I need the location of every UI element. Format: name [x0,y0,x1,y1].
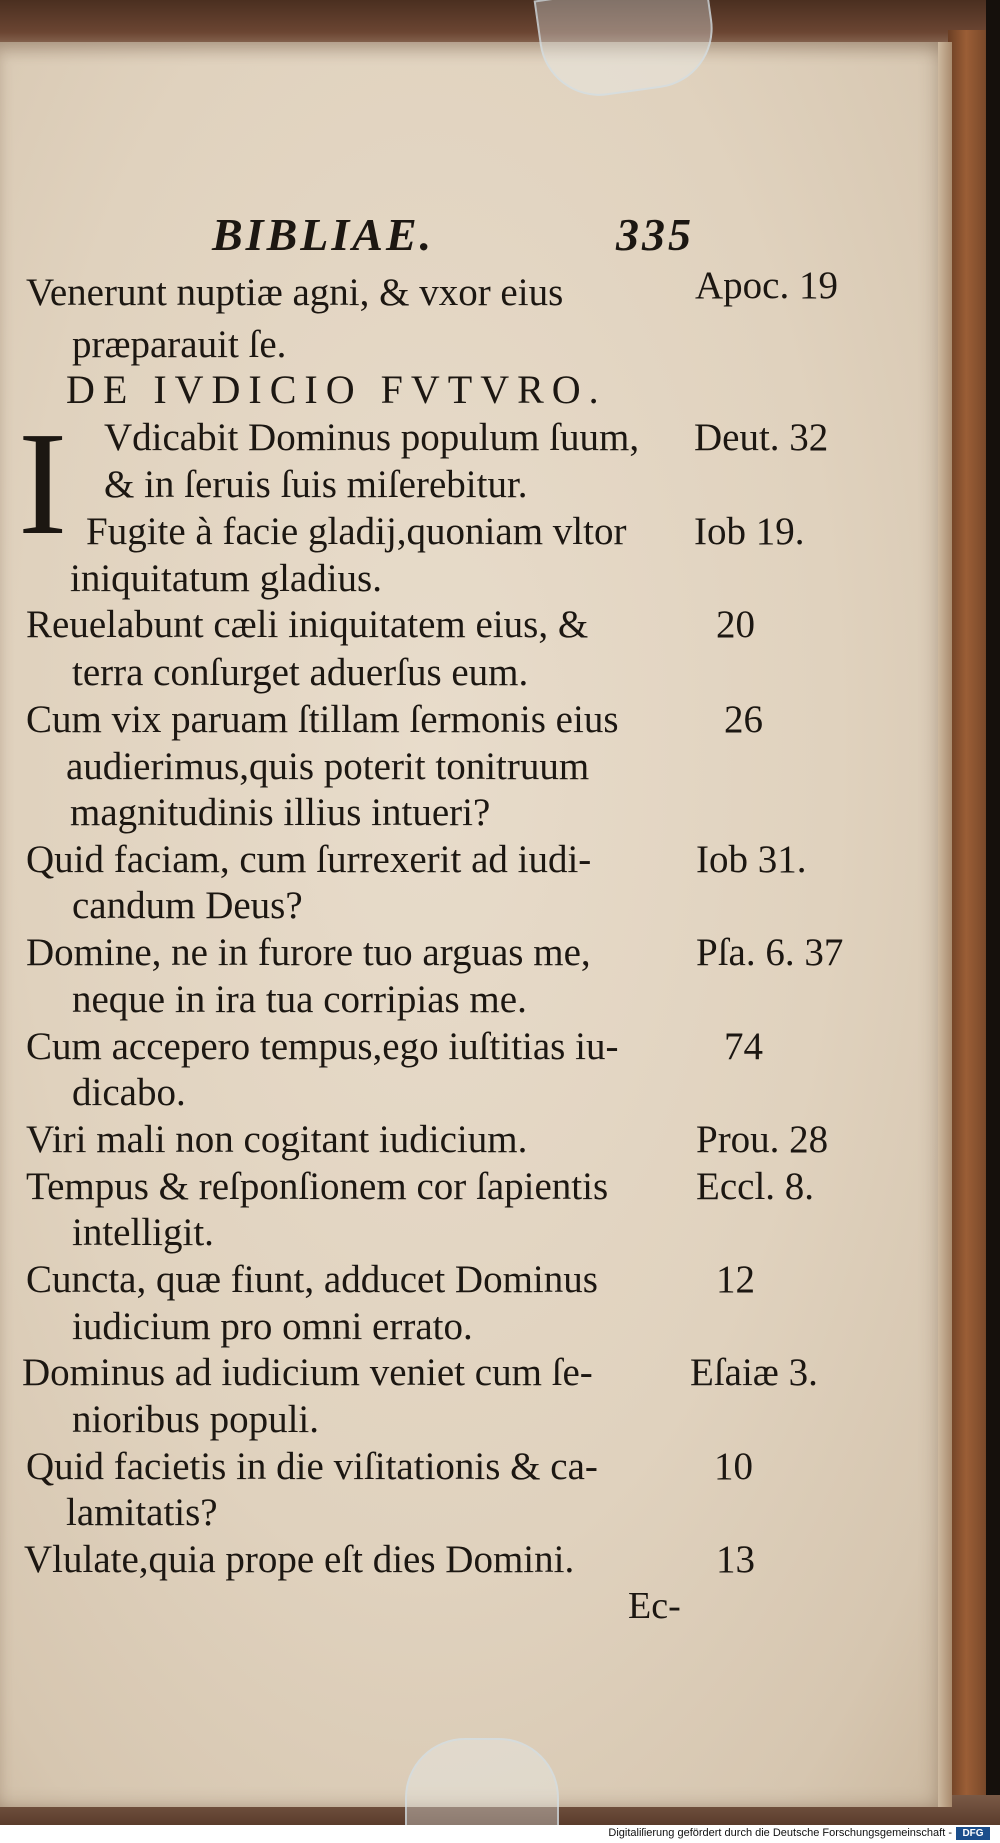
marginal-reference: Deut. 32 [694,416,829,459]
text-line: Vlulate,quia prope eſt dies Domini. [24,1538,575,1581]
marginal-reference: Apoc. 19 [695,264,838,307]
text-line: lamitatis? [66,1491,218,1534]
text-line: terra conſurget aduerſus eum. [72,651,529,694]
marginal-reference: 13 [716,1538,755,1581]
text-line: candum Deus? [72,884,303,927]
text-line: Viri mali non cogitant iudicium. [26,1118,528,1161]
text-line: nioribus populi. [72,1398,320,1441]
marginal-reference: 10 [714,1445,753,1488]
text-line: iniquitatum gladius. [70,557,382,600]
marginal-reference: Iob 31. [696,838,807,881]
marginal-reference: Eſaiæ 3. [690,1351,818,1394]
marginal-reference: Eccl. 8. [696,1165,815,1208]
text-line: Quid facietis in die viſitationis & ca- [26,1445,598,1488]
page-number: 335 [616,209,694,260]
text-line: præparauit ſe. [72,323,287,366]
text-line: Quid faciam, cum ſurrexerit ad iudi- [26,838,592,881]
text-line: Vdicabit Dominus populum ſuum, [104,416,640,459]
book-top-edge [0,0,1000,46]
text-line: Tempus & reſponſionem cor ſapientis [26,1165,609,1208]
marginal-reference: Pſa. 6. 37 [696,931,844,974]
text-line: Cum vix paruam ſtillam ſermonis eius [26,698,619,741]
digitization-credit: Digitaliſierung gefördert durch die Deutsche Forschungsgemeinschaft - [608,1827,952,1839]
marginal-reference: 74 [724,1025,763,1068]
marginal-reference: Prou. 28 [696,1118,829,1161]
drop-cap: I [18,402,68,566]
running-title: BIBLIAE. [212,209,435,260]
text-line: audierimus,quis poterit tonitruum [66,745,590,788]
text-line: Venerunt nuptiæ agni, & vxor eius [26,271,564,314]
text-line: dicabo. [72,1071,186,1114]
marginal-reference: 26 [724,698,763,741]
text-line: & in ſeruis ſuis miſerebitur. [104,463,528,506]
marginal-reference: Iob 19. [694,510,805,553]
text-line: iudicium pro omni errato. [72,1305,473,1348]
marginal-reference: 12 [716,1258,755,1301]
text-line: Dominus ad iudicium veniet cum ſe- [22,1351,593,1394]
section-title: DE IVDICIO FVTVRO. [66,367,607,412]
page-fore-edge [938,42,952,1807]
text-line: Cuncta, quæ fiunt, adducet Dominus [26,1258,598,1301]
text-line: Reuelabunt cæli iniquitatem eius, & [26,603,589,646]
catchword: Ec- [628,1585,681,1627]
text-line: magnitudinis illius intueri? [70,791,491,834]
dfg-logo: DFG [956,1827,990,1840]
scan-border [986,0,1000,1843]
text-line: neque in ira tua corripias me. [72,978,527,1021]
text-line: intelligit. [72,1211,214,1254]
marginal-reference: 20 [716,603,755,646]
text-line: Domine, ne in furore tuo arguas me, [26,931,591,974]
text-line: Cum accepero tempus,ego iuſtitias iu- [26,1025,619,1068]
text-line: Fugite à facie gladij,quoniam vltor [86,510,627,553]
